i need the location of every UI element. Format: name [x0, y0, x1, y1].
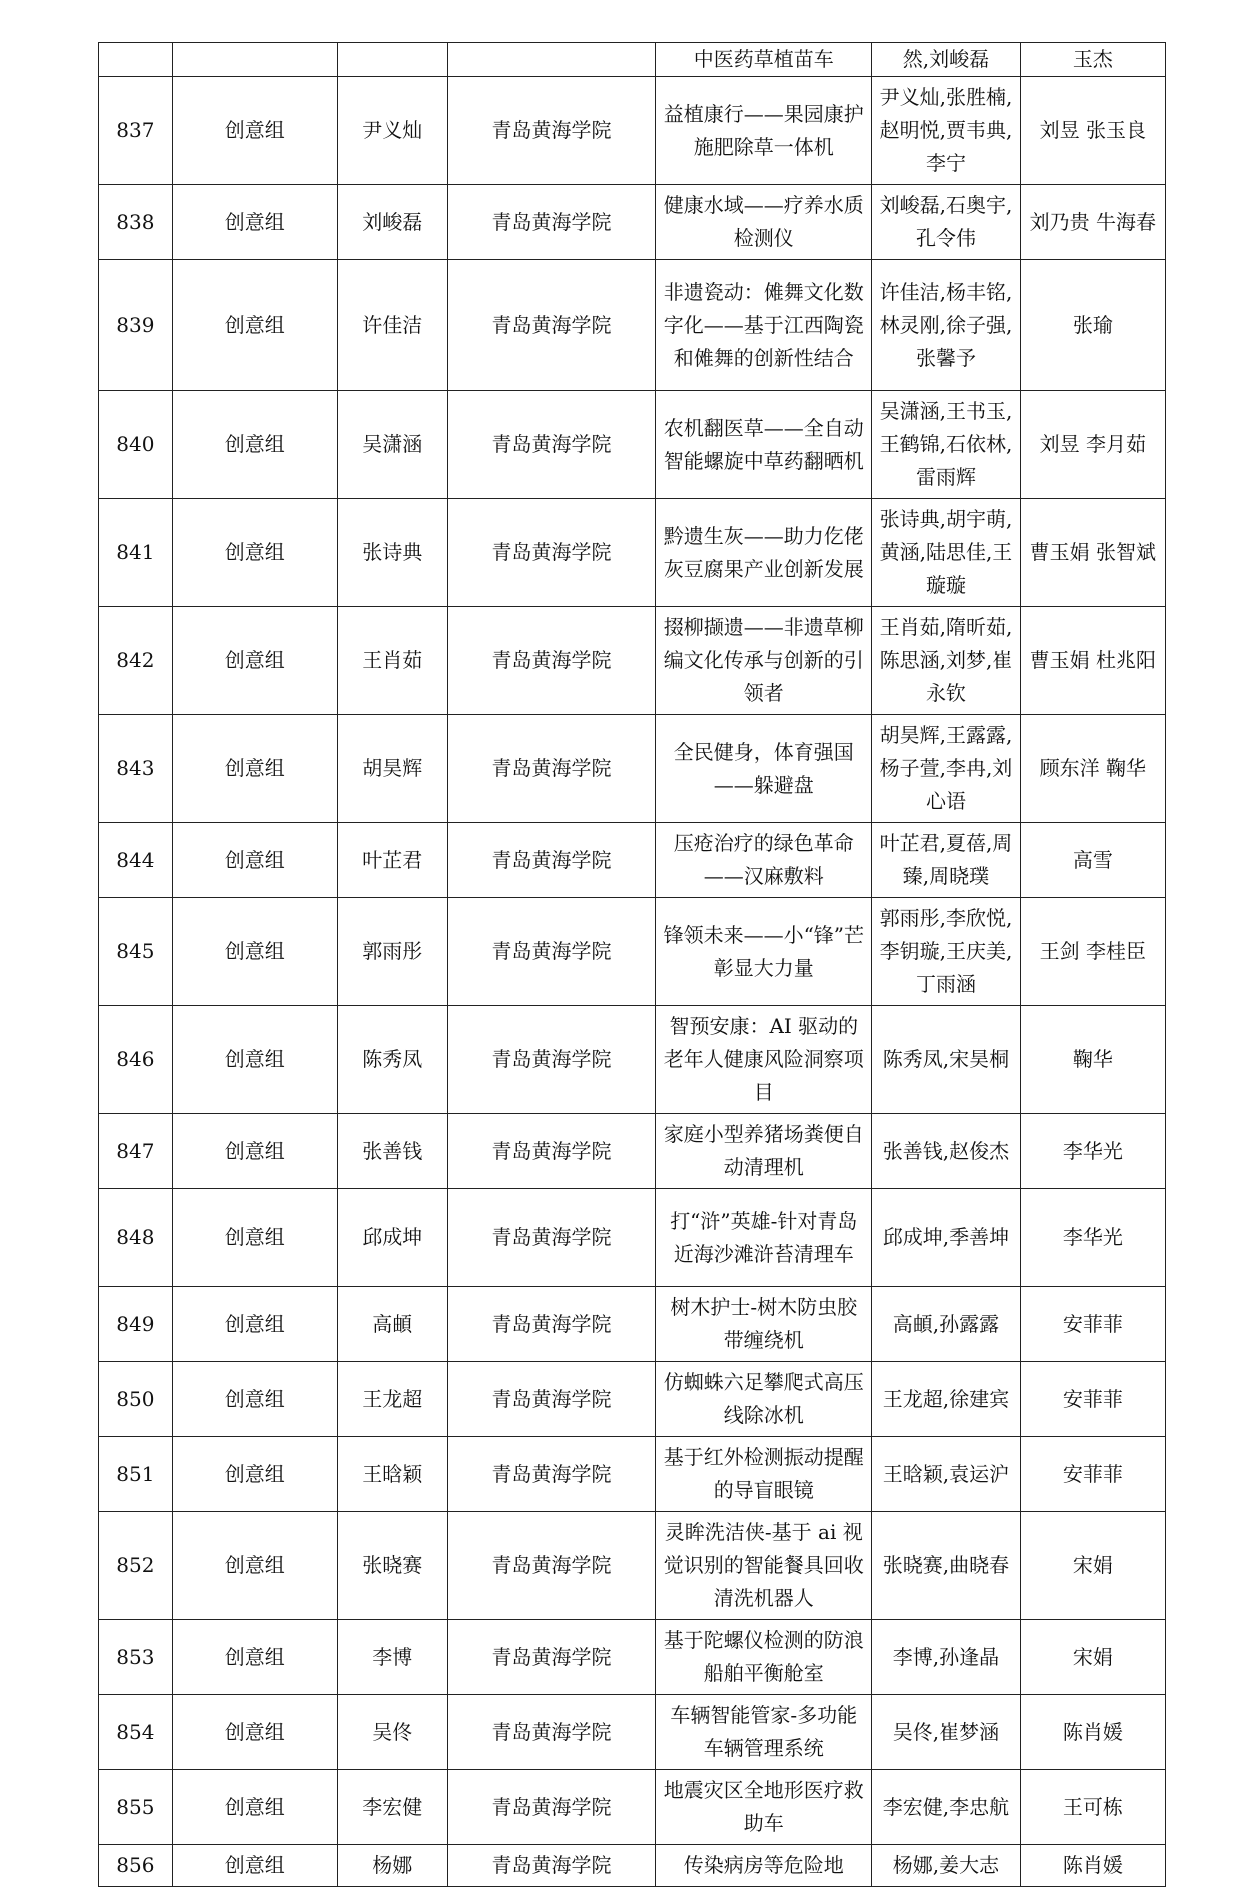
- cell-school: 青岛黄海学院: [447, 1695, 656, 1770]
- cell-title: 智预安康：AI 驱动的老年人健康风险洞察项目: [656, 1006, 872, 1114]
- cell-school: 青岛黄海学院: [447, 77, 656, 185]
- cell-leader: 王龙超: [337, 1362, 447, 1437]
- cell-leader: 张诗典: [337, 499, 447, 607]
- cell-members: 张诗典,胡宇萌,黄涵,陆思佳,王璇璇: [872, 499, 1020, 607]
- cell-no: 852: [99, 1512, 173, 1620]
- cell-members: 叶芷君,夏蓓,周臻,周晓璞: [872, 823, 1020, 898]
- cell-leader: 张晓赛: [337, 1512, 447, 1620]
- cell-group: 创意组: [172, 715, 337, 823]
- table-row: [99, 499, 1166, 607]
- cell-leader: 李博: [337, 1620, 447, 1695]
- cell-advisor: 顾东洋 鞠华: [1020, 715, 1165, 823]
- cell-school: [447, 43, 656, 77]
- table-row: [99, 1770, 1166, 1845]
- cell-no: 845: [99, 898, 173, 1006]
- cell-advisor: 王可栋: [1020, 1770, 1165, 1845]
- cell-title: 压疮治疗的绿色革命——汉麻敷料: [656, 823, 872, 898]
- cell-group: 创意组: [172, 1695, 337, 1770]
- cell-group: 创意组: [172, 898, 337, 1006]
- cell-title: 中医药草植苗车: [656, 43, 872, 77]
- table-row: [99, 1006, 1166, 1114]
- cell-no: 851: [99, 1437, 173, 1512]
- cell-title: 打“浒”英雄-针对青岛近海沙滩浒苔清理车: [656, 1189, 872, 1287]
- cell-school: 青岛黄海学院: [447, 1189, 656, 1287]
- cell-advisor: 鞠华: [1020, 1006, 1165, 1114]
- cell-group: 创意组: [172, 1770, 337, 1845]
- cell-school: 青岛黄海学院: [447, 499, 656, 607]
- cell-leader: 邱成坤: [337, 1189, 447, 1287]
- cell-members: 张善钱,赵俊杰: [872, 1114, 1020, 1189]
- cell-group: 创意组: [172, 823, 337, 898]
- cell-advisor: 刘乃贵 牛海春: [1020, 185, 1165, 260]
- cell-school: 青岛黄海学院: [447, 1512, 656, 1620]
- cell-title: 仿蜘蛛六足攀爬式高压线除冰机: [656, 1362, 872, 1437]
- results-table: [98, 42, 1166, 1887]
- table-row: [99, 1695, 1166, 1770]
- cell-title: 车辆智能管家-多功能车辆管理系统: [656, 1695, 872, 1770]
- cell-members: 刘峻磊,石奥宇,孔令伟: [872, 185, 1020, 260]
- cell-members: 王肖茹,隋昕茹,陈思涵,刘梦,崔永钦: [872, 607, 1020, 715]
- cell-members: 尹义灿,张胜楠,赵明悦,贾韦典,李宁: [872, 77, 1020, 185]
- cell-group: 创意组: [172, 1362, 337, 1437]
- cell-no: 853: [99, 1620, 173, 1695]
- cell-members: 胡昊辉,王露露,杨子萱,李冉,刘心语: [872, 715, 1020, 823]
- cell-advisor: 曹玉娟 杜兆阳: [1020, 607, 1165, 715]
- table-row: [99, 1287, 1166, 1362]
- cell-no: 849: [99, 1287, 173, 1362]
- cell-school: 青岛黄海学院: [447, 1114, 656, 1189]
- cell-group: 创意组: [172, 1114, 337, 1189]
- cell-group: 创意组: [172, 1512, 337, 1620]
- cell-title: 树木护士-树木防虫胶带缠绕机: [656, 1287, 872, 1362]
- cell-no: 840: [99, 391, 173, 499]
- cell-leader: 刘峻磊: [337, 185, 447, 260]
- cell-group: 创意组: [172, 185, 337, 260]
- cell-leader: 王肖茹: [337, 607, 447, 715]
- cell-school: 青岛黄海学院: [447, 1006, 656, 1114]
- cell-members: 郭雨彤,李欣悦,李钥璇,王庆美,丁雨涵: [872, 898, 1020, 1006]
- cell-no: 848: [99, 1189, 173, 1287]
- cell-leader: 杨娜: [337, 1845, 447, 1887]
- cell-title: 基于陀螺仪检测的防浪船舶平衡舱室: [656, 1620, 872, 1695]
- cell-title: 地震灾区全地形医疗救助车: [656, 1770, 872, 1845]
- cell-members: 吴潇涵,王书玉,王鹤锦,石依林,雷雨辉: [872, 391, 1020, 499]
- cell-school: 青岛黄海学院: [447, 1620, 656, 1695]
- cell-advisor: 高雪: [1020, 823, 1165, 898]
- table-row: [99, 1114, 1166, 1189]
- cell-no: 855: [99, 1770, 173, 1845]
- cell-members: 李博,孙逢晶: [872, 1620, 1020, 1695]
- cell-advisor: 陈肖媛: [1020, 1695, 1165, 1770]
- cell-group: 创意组: [172, 1189, 337, 1287]
- cell-leader: 王晗颖: [337, 1437, 447, 1512]
- cell-title: 黔遗生灰——助力仡佬灰豆腐果产业创新发展: [656, 499, 872, 607]
- cell-leader: 吴潇涵: [337, 391, 447, 499]
- cell-school: 青岛黄海学院: [447, 185, 656, 260]
- cell-no: 842: [99, 607, 173, 715]
- cell-no: 844: [99, 823, 173, 898]
- cell-title: 健康水域——疗养水质检测仪: [656, 185, 872, 260]
- cell-members: 王晗颖,袁运沪: [872, 1437, 1020, 1512]
- cell-members: 杨娜,姜大志: [872, 1845, 1020, 1887]
- cell-title: 非遗瓷动：傩舞文化数字化——基于江西陶瓷和傩舞的创新性结合: [656, 260, 872, 391]
- cell-no: 846: [99, 1006, 173, 1114]
- cell-school: 青岛黄海学院: [447, 898, 656, 1006]
- cell-members: 然,刘峻磊: [872, 43, 1020, 77]
- cell-advisor: 曹玉娟 张智斌: [1020, 499, 1165, 607]
- cell-school: 青岛黄海学院: [447, 823, 656, 898]
- cell-title: 掇柳撷遗——非遗草柳编文化传承与创新的引领者: [656, 607, 872, 715]
- cell-advisor: 刘昱 李月茹: [1020, 391, 1165, 499]
- cell-school: 青岛黄海学院: [447, 260, 656, 391]
- cell-advisor: 刘昱 张玉良: [1020, 77, 1165, 185]
- cell-advisor: 宋娟: [1020, 1512, 1165, 1620]
- cell-title: 农机翻医草——全自动智能螺旋中草药翻晒机: [656, 391, 872, 499]
- cell-no: 856: [99, 1845, 173, 1887]
- cell-members: 王龙超,徐建宾: [872, 1362, 1020, 1437]
- cell-group: 创意组: [172, 1845, 337, 1887]
- cell-leader: 高頔: [337, 1287, 447, 1362]
- cell-title: 基于红外检测振动提醒的导盲眼镜: [656, 1437, 872, 1512]
- cell-group: 创意组: [172, 1287, 337, 1362]
- cell-no: 837: [99, 77, 173, 185]
- cell-leader: 张善钱: [337, 1114, 447, 1189]
- cell-advisor: 张瑜: [1020, 260, 1165, 391]
- cell-school: 青岛黄海学院: [447, 1770, 656, 1845]
- table-row: [99, 77, 1166, 185]
- cell-title: 灵眸洗洁侠-基于 ai 视觉识别的智能餐具回收清洗机器人: [656, 1512, 872, 1620]
- cell-leader: 郭雨彤: [337, 898, 447, 1006]
- cell-no: [99, 43, 173, 77]
- cell-advisor: 玉杰: [1020, 43, 1165, 77]
- cell-advisor: 李华光: [1020, 1114, 1165, 1189]
- cell-advisor: 王剑 李桂臣: [1020, 898, 1165, 1006]
- cell-title: 传染病房等危险地: [656, 1845, 872, 1887]
- table-row-continued: [99, 43, 1166, 77]
- cell-no: 839: [99, 260, 173, 391]
- cell-leader: 尹义灿: [337, 77, 447, 185]
- cell-no: 847: [99, 1114, 173, 1189]
- cell-advisor: 安菲菲: [1020, 1287, 1165, 1362]
- cell-leader: 李宏健: [337, 1770, 447, 1845]
- cell-no: 850: [99, 1362, 173, 1437]
- table-row: [99, 715, 1166, 823]
- cell-group: 创意组: [172, 260, 337, 391]
- cell-no: 838: [99, 185, 173, 260]
- cell-group: 创意组: [172, 1437, 337, 1512]
- cell-group: [172, 43, 337, 77]
- cell-no: 843: [99, 715, 173, 823]
- cell-members: 高頔,孙露露: [872, 1287, 1020, 1362]
- table-row: [99, 1437, 1166, 1512]
- cell-title: 家庭小型养猪场粪便自动清理机: [656, 1114, 872, 1189]
- table-row: [99, 1512, 1166, 1620]
- cell-advisor: 安菲菲: [1020, 1362, 1165, 1437]
- cell-members: 张晓赛,曲晓春: [872, 1512, 1020, 1620]
- table-row: [99, 1620, 1166, 1695]
- cell-school: 青岛黄海学院: [447, 607, 656, 715]
- cell-advisor: 陈肖媛: [1020, 1845, 1165, 1887]
- cell-members: 邱成坤,季善坤: [872, 1189, 1020, 1287]
- table-row: [99, 1362, 1166, 1437]
- cell-leader: 叶芷君: [337, 823, 447, 898]
- cell-group: 创意组: [172, 77, 337, 185]
- table-row: [99, 1189, 1166, 1287]
- cell-no: 854: [99, 1695, 173, 1770]
- cell-school: 青岛黄海学院: [447, 1287, 656, 1362]
- table-row: [99, 1845, 1166, 1887]
- cell-members: 许佳洁,杨丰铭,林灵刚,徐子强,张馨予: [872, 260, 1020, 391]
- cell-leader: 许佳洁: [337, 260, 447, 391]
- cell-group: 创意组: [172, 499, 337, 607]
- cell-no: 841: [99, 499, 173, 607]
- cell-school: 青岛黄海学院: [447, 1362, 656, 1437]
- cell-leader: 吴佟: [337, 1695, 447, 1770]
- cell-title: 益植康行——果园康护施肥除草一体机: [656, 77, 872, 185]
- table-row: [99, 823, 1166, 898]
- cell-advisor: 李华光: [1020, 1189, 1165, 1287]
- cell-members: 吴佟,崔梦涵: [872, 1695, 1020, 1770]
- cell-school: 青岛黄海学院: [447, 1437, 656, 1512]
- cell-title: 全民健身，体育强国——躲避盘: [656, 715, 872, 823]
- table-row: [99, 607, 1166, 715]
- cell-leader: 胡昊辉: [337, 715, 447, 823]
- cell-school: 青岛黄海学院: [447, 391, 656, 499]
- cell-members: 李宏健,李忠航: [872, 1770, 1020, 1845]
- cell-advisor: 安菲菲: [1020, 1437, 1165, 1512]
- cell-group: 创意组: [172, 391, 337, 499]
- table-row: [99, 391, 1166, 499]
- cell-title: 锋领未来——小“锋”芒彰显大力量: [656, 898, 872, 1006]
- table-row: [99, 260, 1166, 391]
- cell-school: 青岛黄海学院: [447, 715, 656, 823]
- table-row: [99, 898, 1166, 1006]
- cell-school: 青岛黄海学院: [447, 1845, 656, 1887]
- cell-leader: 陈秀凤: [337, 1006, 447, 1114]
- cell-members: 陈秀凤,宋昊桐: [872, 1006, 1020, 1114]
- cell-group: 创意组: [172, 607, 337, 715]
- cell-group: 创意组: [172, 1620, 337, 1695]
- cell-leader: [337, 43, 447, 77]
- cell-group: 创意组: [172, 1006, 337, 1114]
- table-body: [99, 43, 1166, 1887]
- cell-advisor: 宋娟: [1020, 1620, 1165, 1695]
- table-row: [99, 185, 1166, 260]
